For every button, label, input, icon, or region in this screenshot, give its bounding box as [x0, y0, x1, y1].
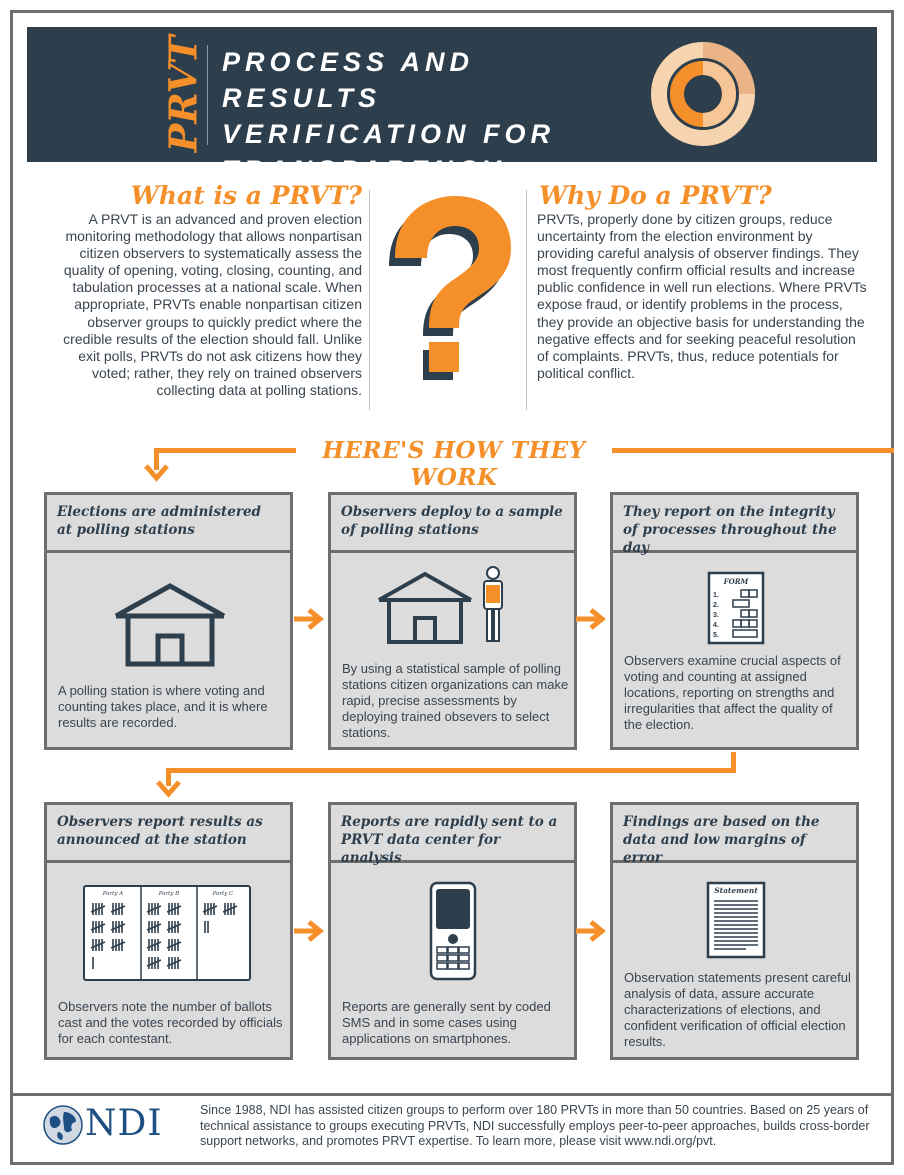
why-text: PRVTs, properly done by citizen groups, reduce uncertainty from the election environment by providing careful analysis of observer findings. They most frequently confirm official results and increase public confidence in well run elections. Where PRVTs expose fraud, or identify problems in the process, they provide an objective basis for understanding the negative effects and for seeking peaceful resolution of complaints. PRVTs, thus, reduce potentials for political conflict.	[537, 211, 867, 381]
what-title: What is a PRVT?	[130, 181, 362, 210]
arrow-down-icon	[143, 462, 170, 484]
form-item: 5.	[713, 632, 719, 639]
arrow-down-icon	[155, 778, 182, 800]
step-card-header	[613, 495, 856, 556]
header-title-line: PROCESS AND RESULTS	[222, 47, 475, 113]
step-card-2	[328, 492, 577, 750]
how-title: HERE'S HOW THEY WORK	[322, 437, 586, 491]
ndi-logo-text: NDI	[85, 1103, 163, 1144]
step-text: Reports are generally sent by coded SMS and in some cases using applications on smartphones.	[342, 999, 551, 1046]
donut-chart-icon	[651, 42, 755, 146]
footer-text: Since 1988, NDI has assisted citizen groups to perform over 180 PRVTs in more than 50 countries. Based on 25 years of technical assistance to groups executing PRVTs, NDI successfully employs peer-to-peer approaches, builds cross-border support networks, and promotes PRVT expertise. To learn more, please visit www.ndi.org/pvt.	[200, 1103, 870, 1148]
header-divider	[207, 45, 208, 145]
form-item: 4.	[713, 622, 719, 629]
mobile-phone-icon	[429, 881, 477, 981]
form-label: FORM	[723, 577, 749, 586]
step-title: Observers report results as announced at the station	[57, 814, 263, 848]
step-title: They report on the integrity of processes throughout the day	[623, 504, 837, 556]
globe-logo-icon	[42, 1104, 84, 1146]
form-item: 1.	[713, 592, 719, 599]
step-card-6	[610, 802, 859, 1060]
header-title-line: VERIFICATION FOR	[222, 119, 555, 149]
form-item: 2.	[713, 602, 719, 609]
step-text: Observers note the number of ballots cast and the votes recorded by officials for each contestant.	[58, 999, 283, 1046]
form-item: 3.	[713, 612, 719, 619]
step-card-5	[328, 802, 577, 1060]
footer-divider	[13, 1093, 891, 1096]
step-card-header	[331, 805, 574, 866]
statement-document-icon	[706, 881, 766, 959]
question-mark-icon	[373, 188, 523, 388]
header-title	[222, 44, 642, 188]
step-text: Observers examine crucial aspects of voting and counting at assigned locations, reporting on strengths and irregularities that affect the quality of the election.	[624, 653, 841, 732]
arrow-right-icon	[294, 608, 324, 630]
step-title: Elections are administered at polling stations	[57, 504, 261, 538]
step-title: Observers deploy to a sample of polling stations	[341, 504, 563, 538]
observer-person-icon	[479, 565, 507, 645]
step-card-header	[331, 495, 574, 553]
divider-right	[526, 190, 527, 410]
connector-line	[156, 448, 296, 453]
step-text: Observation statements present careful analysis of data, assure accurate characterizations of elections, and confident verification of official election results.	[624, 970, 851, 1049]
party-label: Party B	[158, 891, 180, 897]
step-title: Reports are rapidly sent to a PRVT data center for analysis	[341, 814, 558, 866]
step-card-header	[47, 495, 290, 553]
what-text: A PRVT is an advanced and proven election monitoring methodology that allows nonpartisan citizen observers to systematically assess the quality of opening, voting, closing, counting, and tabulation processes at a national scale. When appropriate, PRVTs enable nonpartisan citizen observer groups to quickly predict where the credible results of the election should fall. Unlike exit polls, PRVTs do not ask citizens how they voted; rather, they rely on trained observers collecting data at polling stations.	[63, 211, 362, 398]
arrow-right-icon	[576, 920, 606, 942]
step-card-1	[44, 492, 293, 750]
why-title: Why Do a PRVT?	[539, 181, 772, 210]
house-icon	[110, 580, 230, 670]
statement-label: Statement	[714, 886, 758, 895]
step-card-header	[47, 805, 290, 863]
form-icon	[707, 571, 765, 645]
step-card-3	[610, 492, 859, 750]
connector-line	[168, 768, 736, 773]
step-text: A polling station is where voting and counting takes place, and it is where results are recorded.	[58, 683, 268, 730]
tally-sheet-icon	[83, 885, 251, 981]
arrow-right-icon	[576, 608, 606, 630]
step-card-4	[44, 802, 293, 1060]
divider-left	[369, 190, 370, 410]
connector-line	[612, 448, 894, 453]
step-card-header	[613, 805, 856, 866]
party-label: Party C	[212, 891, 234, 897]
arrow-right-icon	[294, 920, 324, 942]
header-title-line: TRANSPARENCY	[222, 155, 506, 185]
header-abbr: PRVT	[160, 35, 206, 153]
step-title: Findings are based on the data and low margins of error	[623, 814, 820, 866]
house-icon	[375, 570, 475, 650]
step-text: By using a statistical sample of polling stations citizen organizations can make rapid, precise assessments by deploying trained obsevers to select stations.	[342, 661, 569, 740]
party-label: Party A	[102, 891, 124, 897]
